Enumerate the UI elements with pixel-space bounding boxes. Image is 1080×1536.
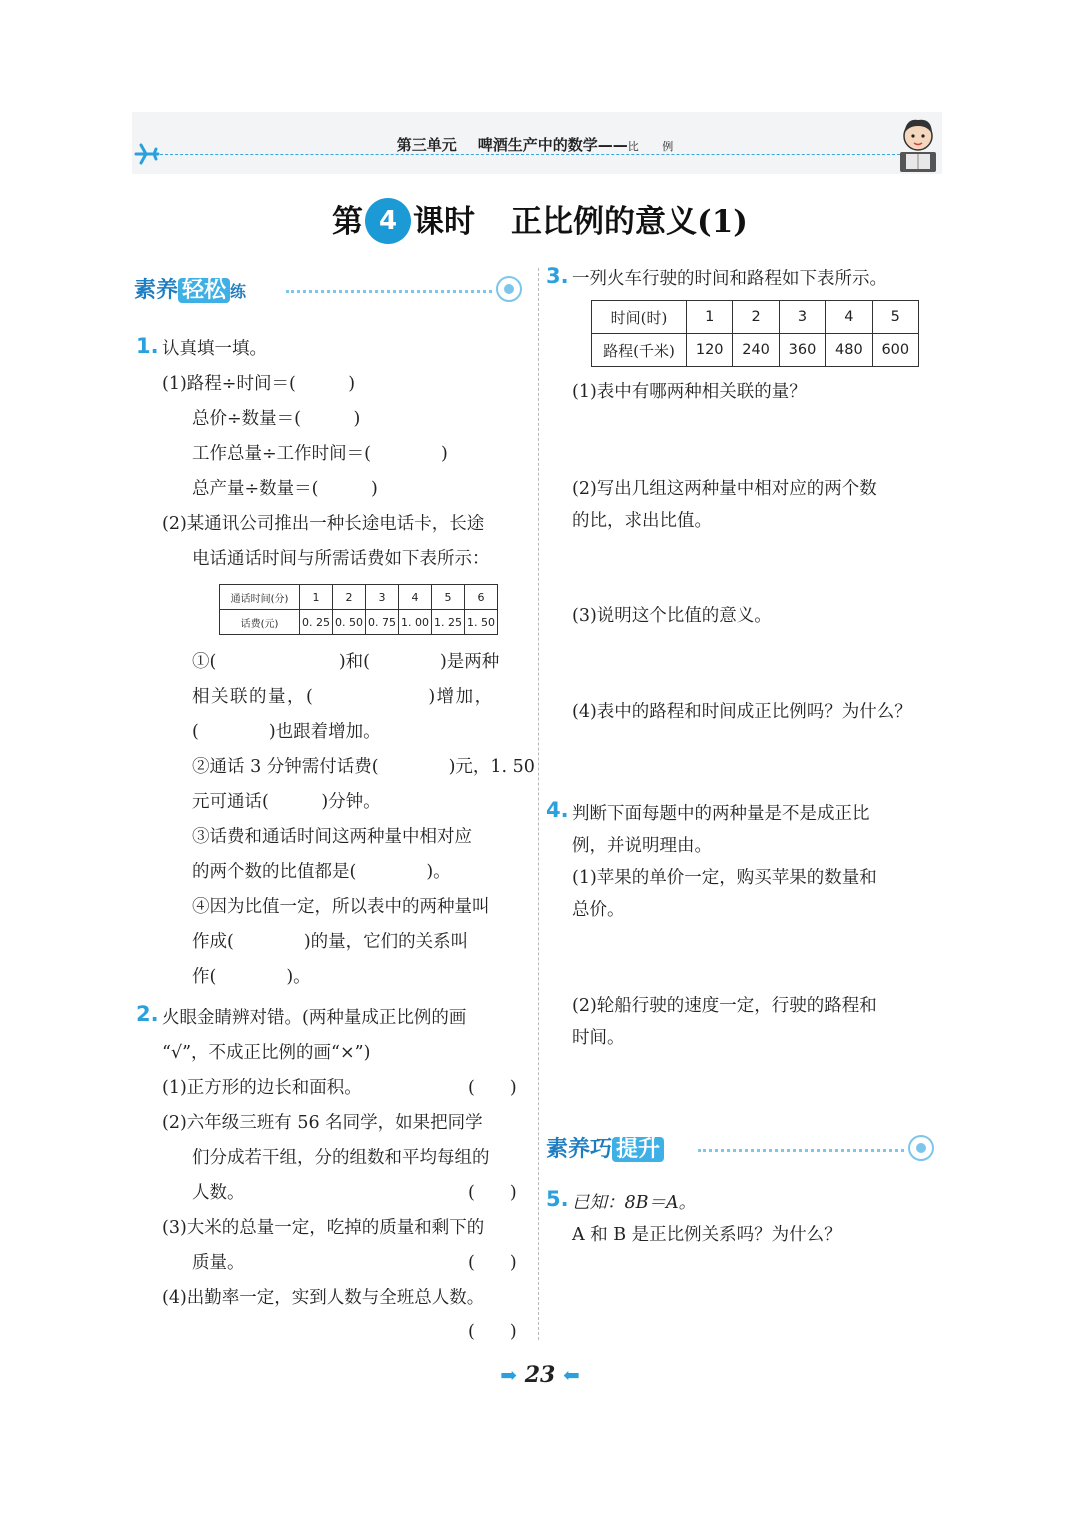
table-cell: 2: [733, 301, 779, 334]
answer-paren[interactable]: ( ): [468, 1253, 517, 1273]
answer-paren[interactable]: ( ): [468, 1322, 517, 1342]
advance-section-banner: [546, 1133, 938, 1167]
lesson-number-badge: 4: [365, 198, 411, 244]
q2-line: (2)六年级三班有 56 名同学，如果把同学: [162, 1113, 483, 1133]
q4-line: 例，并说明理由。: [572, 836, 712, 856]
unit-title: 啤酒生产中的数学——: [477, 136, 628, 154]
q1-line: 作( )。: [192, 967, 311, 987]
lesson-prefix: 第: [332, 204, 364, 240]
q1-line: 相关联的量，( )增加，: [192, 687, 494, 707]
table-header-cell: 路程(千米): [592, 334, 687, 367]
q1-line: ③话费和通话时间这两种量中相对应: [192, 827, 472, 847]
table-cell: 6: [465, 585, 498, 610]
q5-line: 已知：8B＝A。: [572, 1193, 697, 1213]
table-cell: 4: [826, 301, 872, 334]
table-header-cell: 通话时间(分): [220, 585, 300, 610]
table-cell: 4: [399, 585, 432, 610]
unit-subtitle: 比 例: [627, 140, 684, 153]
table-header-cell: 时间(时): [592, 301, 687, 334]
banner-practice-text-a: 素养: [134, 278, 179, 303]
q1-line: 的两个数的比值都是( )。: [192, 862, 451, 882]
answer-paren[interactable]: ( ): [468, 1078, 517, 1098]
q3-part: 的比，求出比值。: [572, 511, 712, 531]
question-1-stem: 认真填一填。: [162, 339, 267, 359]
lesson-topic: 正比例的意义(1): [511, 204, 748, 240]
q2-line: (4)出勤率一定，实到人数与全班总人数。: [162, 1288, 485, 1308]
table-cell: 360: [779, 334, 825, 367]
q2-line: “√”，不成正比例的画“×”): [162, 1043, 371, 1063]
q1-line: ①( )和( )是两种: [192, 652, 500, 672]
train-distance-table: [591, 300, 919, 367]
q4-line: 总价。: [572, 900, 625, 920]
boy-reading-icon: [894, 114, 942, 174]
table-cell: 3: [366, 585, 399, 610]
table-cell: 1: [300, 585, 333, 610]
table-cell: 3: [779, 301, 825, 334]
unit-label: 第三单元: [396, 136, 457, 154]
q1-part1-line: (1)路程÷时间＝( ): [162, 374, 356, 394]
table-cell: 2: [333, 585, 366, 610]
q2-line: (1)正方形的边长和面积。: [162, 1078, 362, 1098]
table-row: [220, 585, 498, 610]
table-cell: 0. 75: [366, 610, 399, 635]
q2-line: (3)大米的总量一定，吃掉的质量和剩下的: [162, 1218, 485, 1238]
question-4-number: 4.: [546, 798, 569, 822]
q2-line: 们分成若干组，分的组数和平均每组的: [192, 1148, 490, 1168]
q2-line: 火眼金睛辨对错。(两种量成正比例的画: [162, 1008, 467, 1028]
q2-line: 人数。: [192, 1183, 245, 1203]
banner-dots: [286, 290, 492, 293]
q4-line: 时间。: [572, 1028, 625, 1048]
column-divider: [538, 268, 539, 1340]
answer-paren[interactable]: ( ): [468, 1183, 517, 1203]
left-arrow-icon: ⬅: [562, 1363, 580, 1387]
q4-line: (2)轮船行驶的速度一定，行驶的路程和: [572, 996, 877, 1016]
table-cell: 600: [872, 334, 918, 367]
q4-line: 判断下面每题中的两种量是不是成正比: [572, 804, 870, 824]
table-row: [220, 610, 498, 635]
q1-line: 作成( )的量，它们的关系叫: [192, 932, 469, 952]
table-cell: 1: [687, 301, 733, 334]
practice-section-banner: [134, 274, 526, 308]
q1-part2-line: (2)某通讯公司推出一种长途电话卡，长途: [162, 514, 485, 534]
banner-advance-text-b: 提升: [612, 1137, 664, 1162]
page-number: [0, 1362, 1080, 1388]
q4-line: (1)苹果的单价一定，购买苹果的数量和: [572, 868, 877, 888]
q1-line: ④因为比值一定，所以表中的两种量叫: [192, 897, 490, 917]
q1-part2-line: 电话通话时间与所需话费如下表所示：: [192, 549, 490, 569]
table-row: [592, 301, 919, 334]
q1-part1-line: 总价÷数量＝( ): [192, 409, 361, 429]
table-cell: 1. 50: [465, 610, 498, 635]
call-fee-table: [219, 584, 498, 635]
target-icon: [908, 1135, 934, 1161]
q3-part: (2)写出几组这两种量中相对应的两个数: [572, 479, 877, 499]
table-cell: 0. 25: [300, 610, 333, 635]
question-2-number: 2.: [136, 1002, 159, 1026]
lesson-suffix: 课时: [413, 204, 476, 240]
target-icon: [496, 276, 522, 302]
q1-part1-line: 总产量÷数量＝( ): [192, 479, 378, 499]
table-cell: 1. 25: [432, 610, 465, 635]
question-5-number: 5.: [546, 1187, 569, 1211]
table-row: [592, 334, 919, 367]
question-1-number: 1.: [136, 334, 159, 358]
q3-part: (3)说明这个比值的意义。: [572, 606, 772, 626]
q1-part1-line: 工作总量÷工作时间＝( ): [192, 444, 448, 464]
banner-practice-text-b: 轻松: [178, 278, 230, 303]
table-cell: 5: [432, 585, 465, 610]
table-cell: 480: [826, 334, 872, 367]
table-cell: 0. 50: [333, 610, 366, 635]
q3-part: (1)表中有哪两种相关联的量？: [572, 382, 807, 402]
banner-advance-text-a: 素养巧: [546, 1137, 613, 1162]
table-cell: 1. 00: [399, 610, 432, 635]
page-number-value: 23: [524, 1362, 556, 1388]
q3-part: (4)表中的路程和时间成正比例吗？为什么？: [572, 702, 912, 722]
table-cell: 120: [687, 334, 733, 367]
q1-line: 元可通话( )分钟。: [192, 792, 381, 812]
q1-line: ②通话 3 分钟需付话费( )元，1. 50: [192, 757, 535, 777]
lesson-title: [0, 196, 1080, 244]
table-cell: 240: [733, 334, 779, 367]
banner-practice-text-c: 练: [230, 282, 247, 301]
q2-line: 质量。: [192, 1253, 245, 1273]
question-3-stem: 一列火车行驶的时间和路程如下表所示。: [572, 269, 887, 289]
q5-line: A 和 B 是正比例关系吗？为什么？: [572, 1225, 842, 1245]
banner-dots: [698, 1149, 904, 1152]
table-header-cell: 话费(元): [220, 610, 300, 635]
q1-line: ( )也跟着增加。: [192, 722, 381, 742]
table-cell: 5: [872, 301, 918, 334]
question-3-number: 3.: [546, 264, 569, 288]
right-arrow-icon: ➡: [500, 1363, 518, 1387]
